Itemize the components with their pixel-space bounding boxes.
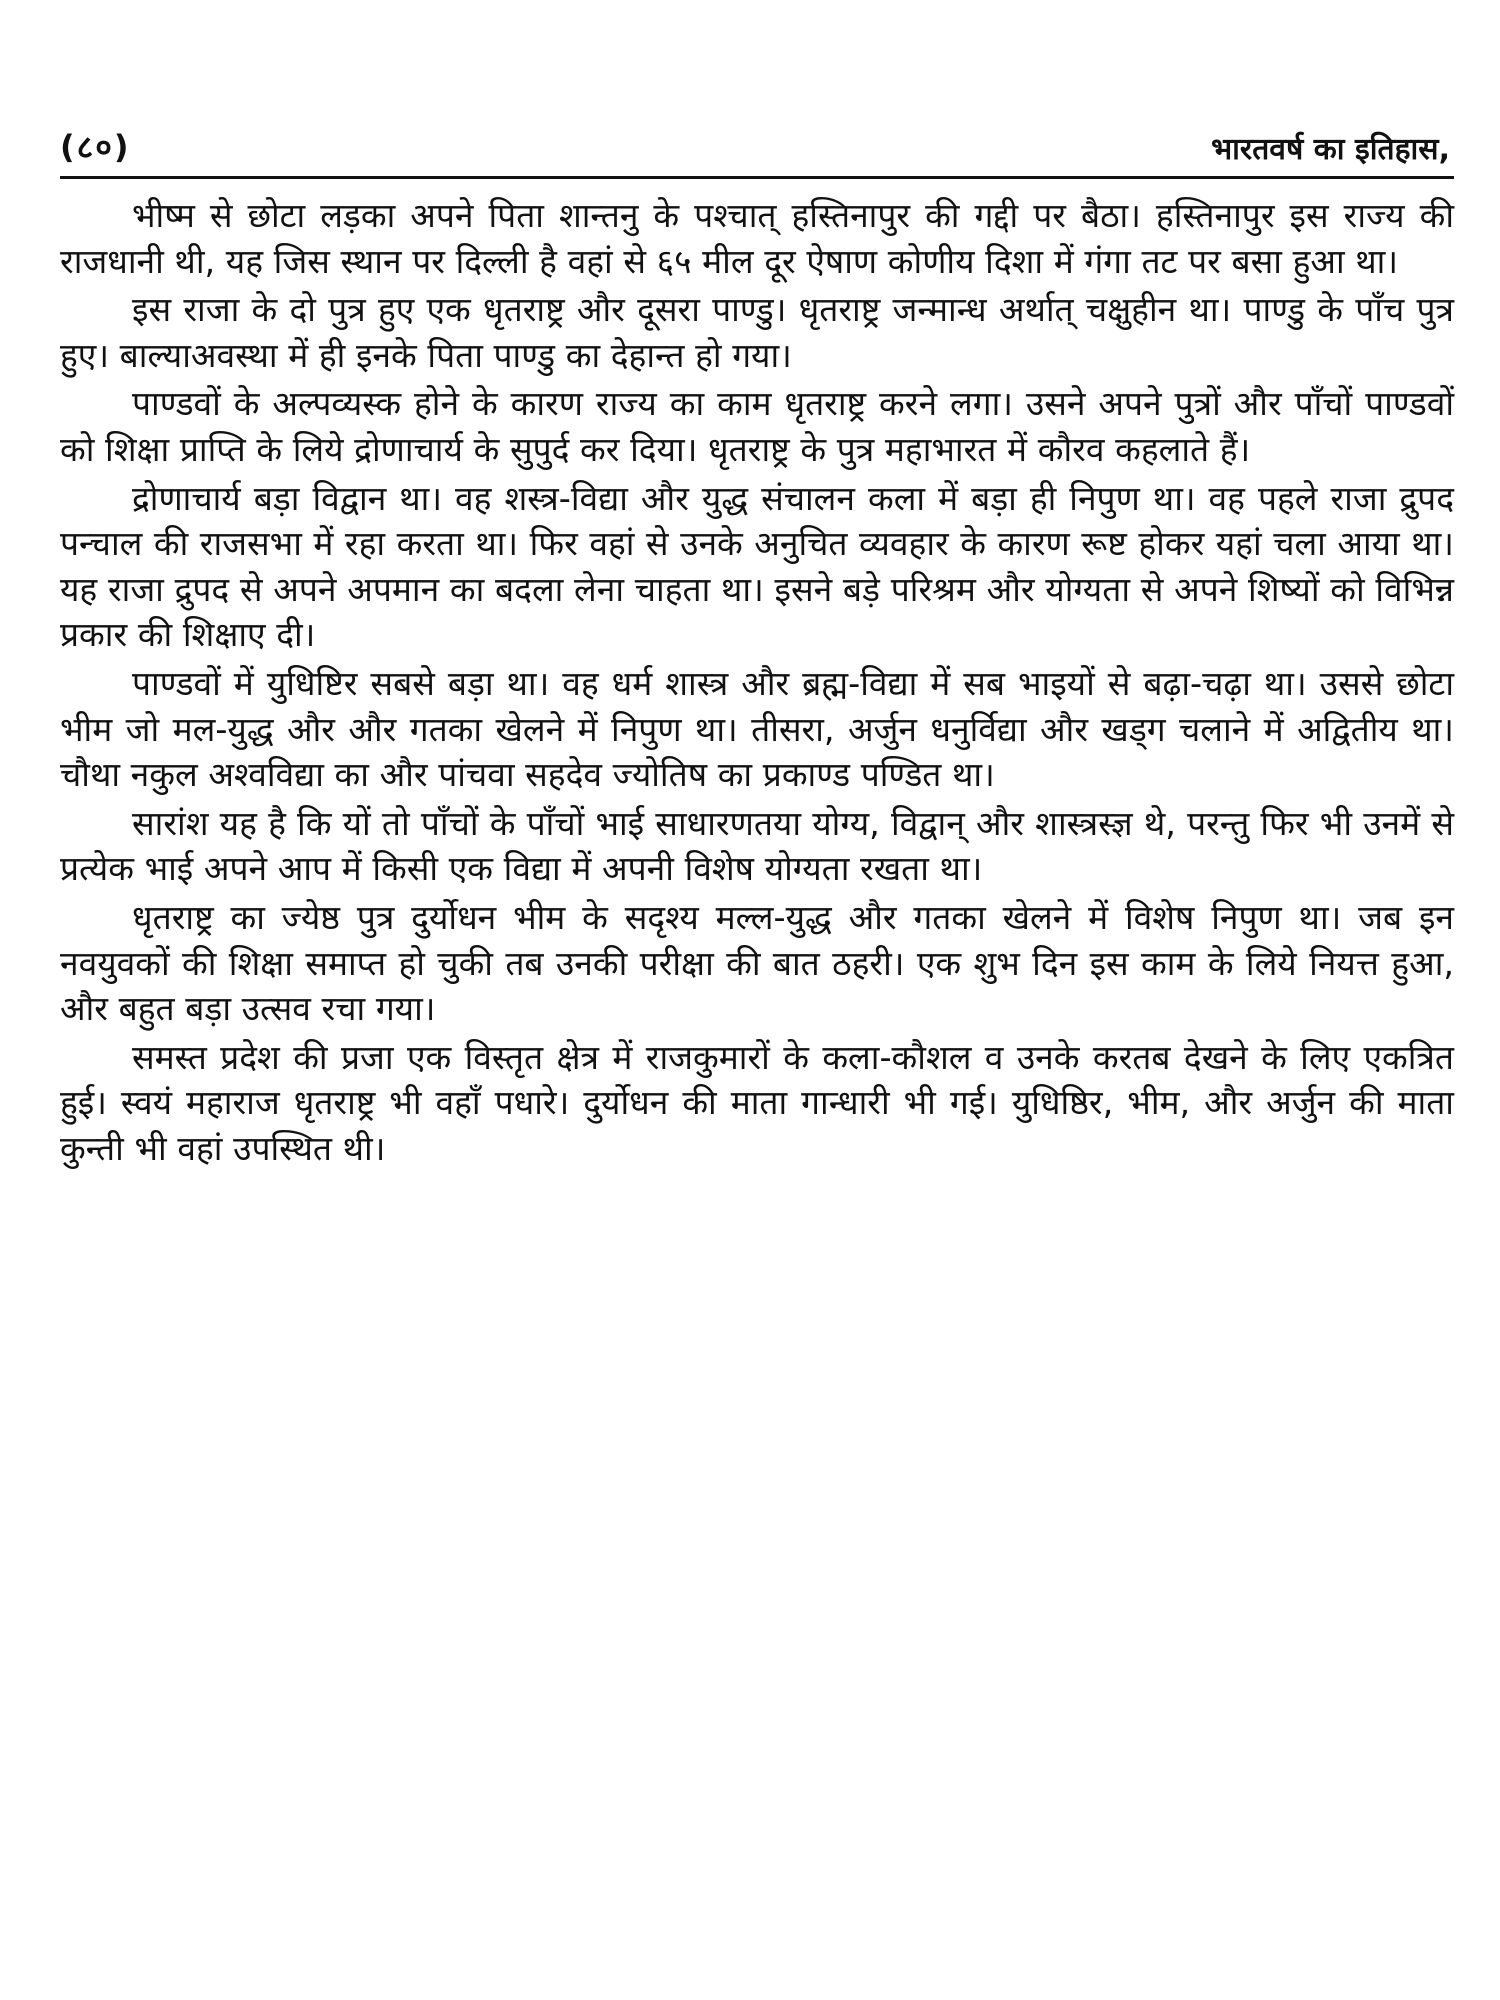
paragraph: पाण्डवों के अल्पव्यस्क होने के कारण राज्य का काम धृतराष्ट्र करने लगा। उसने अपने पुत्रों और पाँचों पाण्डवों को शिक्षा प्राप्ति के लिये द्रोणाचार्य के सुपुर्द कर दिया। धृतराष्ट्र के पुत्र महाभारत में कौरव कहलाते हैं। xyxy=(60,384,1454,469)
paragraph: धृतराष्ट्र का ज्येष्ठ पुत्र दुर्योधन भीम के सदृश्य मल्ल-युद्ध और गतका खेलने में विशेष निपुण था। जब इन नवयुवकों की शिक्षा समाप्त हो चुकी तब उनकी परीक्षा की बात ठहरी। एक शुभ दिन इस काम के लिये नियत्त हुआ, और बहुत बड़ा उत्सव रचा गया। xyxy=(60,897,1454,1029)
page-header xyxy=(60,118,1454,168)
paragraph: सारांश यह है कि यों तो पाँचों के पाँचों भाई साधारणतया योग्य, विद्वान् और शास्त्रस्ज्ञ थे, परन्तु फिर भी उनमें से प्रत्येक भाई अपने आप में किसी एक विद्या में अपनी विशेष योग्यता रखता था। xyxy=(60,803,1454,889)
paragraph: इस राजा के दो पुत्र हुए एक धृतराष्ट्र और दूसरा पाण्डु। धृतराष्ट्र जन्मान्ध अर्थात् चक्षुहीन था। पाण्डु के पाँच पुत्र हुए। बाल्याअवस्था में ही इनके पिता पाण्डु का देहान्त हो गया। xyxy=(60,290,1454,375)
paragraph: भीष्म से छोटा लड़का अपने पिता शान्तनु के पश्चात् हस्तिनापुर की गद्दी पर बैठा। हस्तिनापुर इस राज्य की राजधानी थी, यह जिस स्थान पर दिल्ली है वहां से ६५ मील दूर ऐषाण कोणीय दिशा में गंगा तट पर बसा हुआ था। xyxy=(60,196,1454,281)
running-title: भारतवर्ष का इतिहास, xyxy=(1211,132,1450,167)
paragraph: द्रोणाचार्य बड़ा विद्वान था। वह शस्त्र-विद्या और युद्ध संचालन कला में बड़ा ही निपुण था। वह पहले राजा द्रुपद पन्चाल की राजसभा में रहा करता था। फिर वहां से उनके अनुचित व्यवहार के कारण रूष्ट होकर यहां चला आया था। यह राजा द्रुपद से अपने अपमान का बदला लेना चाहता था। इसने बड़े परिश्रम और योग्यता से अपने शिष्यों को विभिन्न प्रकार की शिक्षाए दी। xyxy=(60,478,1455,655)
page-body xyxy=(60,193,1454,1171)
paragraph: पाण्डवों में युधिष्टिर सबसे बड़ा था। वह धर्म शास्त्र और ब्रह्म-विद्या में सब भाइयों से बढ़ा-चढ़ा था। उससे छोटा भीम जो मल-युद्ध और और गतका खेलने में निपुण था। तीसरा, अर्जुन धनुर्विद्या और खड्ग चलाने में अद्वितीय था। चौथा नकुल अश्वविद्या का और पांचवा सहदेव ज्योतिष का प्रकाण्ड पण्डित था। xyxy=(60,663,1454,795)
page-number: (८०) xyxy=(60,128,131,166)
paragraph: समस्त प्रदेश की प्रजा एक विस्तृत क्षेत्र में राजकुमारों के कला-कौशल व उनके करतब देखने के लिए एकत्रित हुई। स्वयं महाराज धृतराष्ट्र भी वहाँ पधारे। दुर्योधन की माता गान्धारी भी गई। युधिष्ठिर, भीम, और अर्जुन की माता कुन्ती भी वहां उपस्थित थी। xyxy=(60,1037,1454,1168)
header-rule xyxy=(60,176,1454,179)
